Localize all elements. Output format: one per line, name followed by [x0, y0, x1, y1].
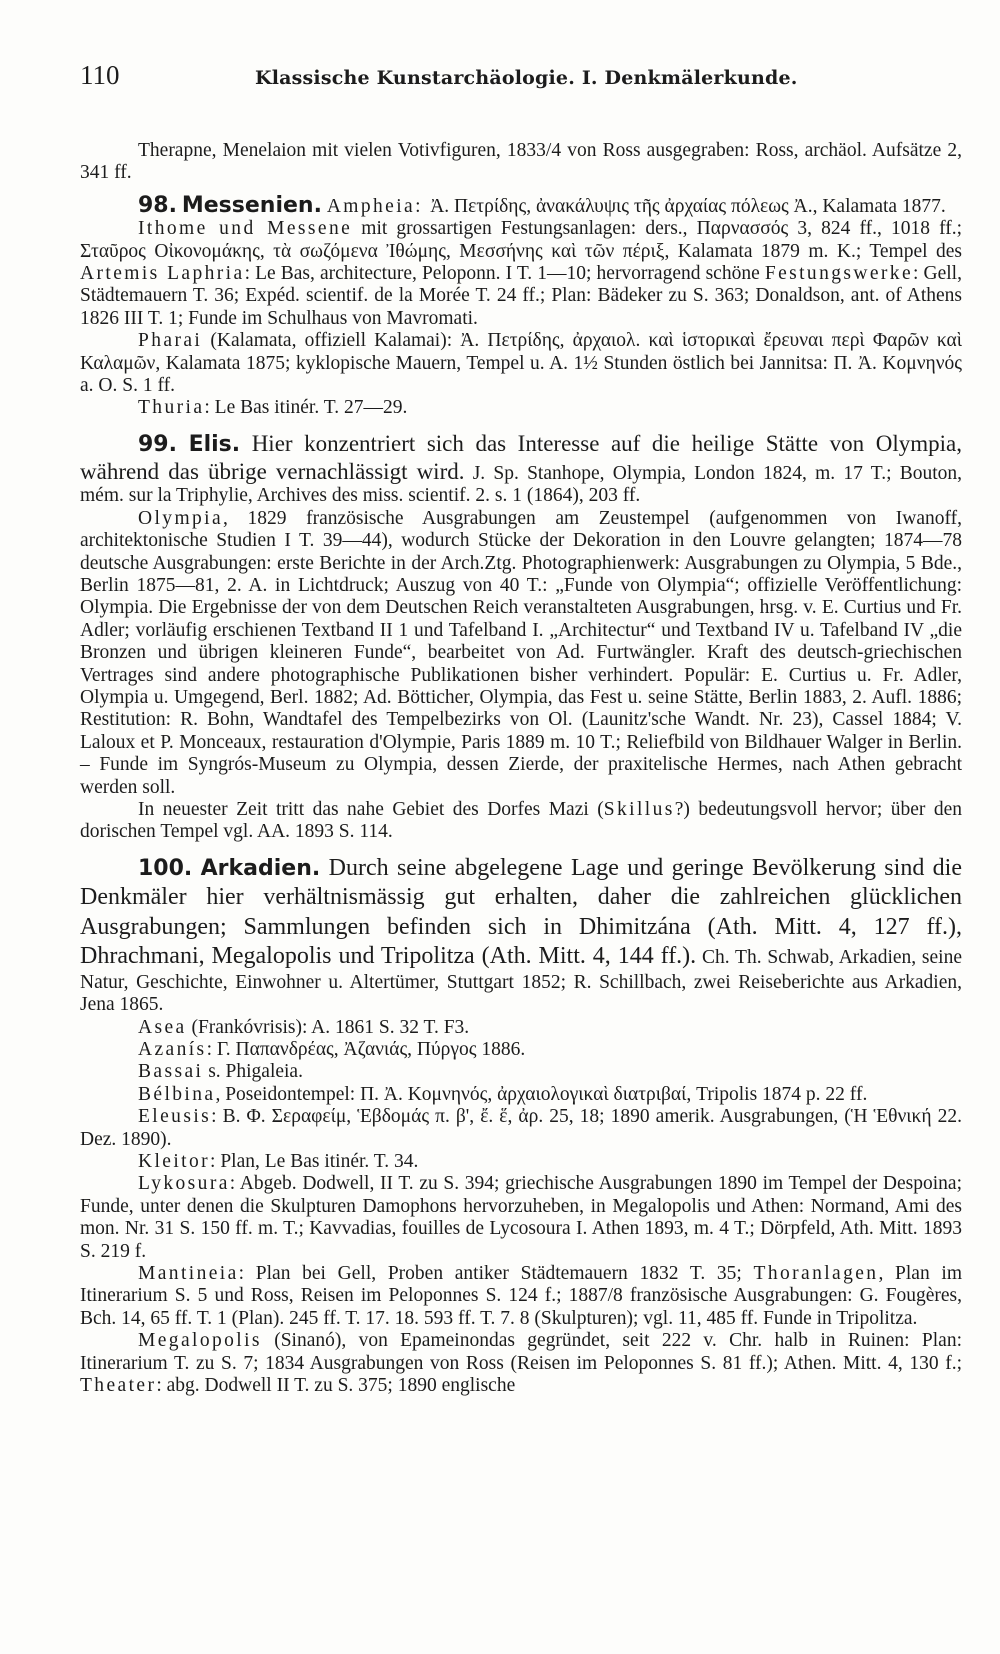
- paragraph-text: : abg. Dodwell II T. zu S. 375; 1890 englische: [156, 1375, 516, 1397]
- bibliography-text: Ch. Th. Schwab, Arkadien, seine Natur, Geschichte, Einwohner u. Altertümer, Stuttgart 1852; R. Schillbach, zwei Reiseberichte aus Arkadien, Jena 1865.: [80, 947, 962, 1016]
- paragraph-lykosura: [80, 1173, 962, 1263]
- section-98: [80, 192, 962, 218]
- paragraph-text: : Gell, Städtemauern T. 36; Expéd. scientif. de la Morée T. 24 ff.; Plan: Bädeker zu S. 363; Donaldson, ant. of Athens 1826 III T. 1; Funde im Schulhaus von Mavromati.: [80, 263, 962, 329]
- paragraph-therapne: [80, 140, 962, 185]
- paragraph-text: : Γ. Παπανδρέας, Ἀζανιάς, Πύργος 1886.: [206, 1039, 526, 1060]
- paragraph-text: Ἀ. Πετρίδης, ἀνακάλυψις τῆς ἀρχαίας πόλεως Ἀ., Kalamata 1877.: [430, 195, 946, 217]
- paragraph-text: : Le Bas, architecture, Peloponn. I T. 1—10; hervorragend schöne: [244, 263, 765, 285]
- page-number: 110: [80, 60, 120, 90]
- paragraph-text: mit grossartigen Festungsanlagen: ders., Παρνασσός 3, 824 ff., 1018 ff.; Σταῦρος Οἰκονομάκης, τὰ σωζόμενα Ἰθώμης, Μεσσήνης καὶ τῶν πέριξ, Kalamata 1879 m. K.; Tempel des: [80, 218, 962, 262]
- running-title: Klassische Kunstarchäologie. I. Denkmälerkunde.: [255, 67, 798, 89]
- place-name: Olympia: [138, 507, 224, 529]
- section-100: [80, 854, 962, 1017]
- running-head: [80, 60, 962, 116]
- place-name: Artemis Laphria: [80, 263, 245, 285]
- place-name: Ithome und Messene: [138, 218, 353, 240]
- paragraph-text: : Abgeb. Dodwell, II T. zu S. 394; griechische Ausgrabungen 1890 im Tempel der Despoina; Funde, unter denen die Skulpturen Damophons hervorzuheben, in Megalopolis und Athen: Normand, Ami des mon. Nr. 31 S. 150 ff. m. T.; Kavvadias, fouilles de Lycosoura I. Athen 1893, m. 4 T.; Dörpfeld, Ath. Mitt. 1893 S. 219 f.: [80, 1173, 962, 1262]
- paragraph-text: ?) bedeutungsvoll hervor; über den dorischen Tempel vgl. AA. 1893 S. 114.: [80, 798, 962, 843]
- place-name: Skillus: [603, 798, 675, 820]
- paragraph-olympia: [80, 508, 962, 799]
- paragraph-thuria: [80, 397, 962, 419]
- paragraph-skillus: [80, 799, 962, 844]
- paragraph-text: , Poseidontempel: Π. Ἀ. Κομνηνός, ἀρχαιολογικαὶ διατριβαί, Tripolis 1874 p. 22 ff.: [215, 1083, 868, 1105]
- place-name: Festungswerke: [764, 263, 914, 285]
- paragraph-text: : Plan bei Gell, Proben antiker Städtemauern 1832 T. 35;: [238, 1263, 754, 1285]
- place-name: Azanís: [138, 1039, 207, 1060]
- place-name: Mantineia: [138, 1263, 239, 1285]
- place-name: Thuria: [138, 397, 205, 419]
- section-title: Messenien.: [181, 192, 322, 218]
- page-body: [80, 140, 962, 1398]
- paragraph-ithome: [80, 218, 962, 330]
- paragraph-text: : Β. Φ. Σεραφείμ, Ἑβδομάς π. β', ἔ. ἕ, ἀρ. 25, 18; 1890 amerik. Ausgrabungen, (Ἡ Ἑθνική 22. Dez. 1890).: [80, 1106, 962, 1150]
- section-99: [80, 430, 962, 508]
- paragraph-text: Therapne, Menelaion mit vielen Votivfiguren, 1833/4 von Ross ausgegraben: Ross, archäol. Aufsätze 2, 341 ff.: [80, 140, 962, 184]
- paragraph-text: : Plan, Le Bas itinér. T. 34.: [210, 1151, 419, 1173]
- place-name: Ampheia:: [326, 195, 431, 217]
- place-name: Eleusis: [138, 1106, 212, 1128]
- paragraph-mantineia: [80, 1263, 962, 1330]
- paragraph-text: , Plan im Itinerarium S. 5 und Ross, Reisen im Peloponnes S. 124 f.; 1887/8 französische Ausgrabungen: G. Fougères, Bch. 14, 65 ff. T. 1 (Plan). 245 ff. T. 17. 18. 593 ff. T. 7. 8 (Skulpturen); vgl. 11, 485 ff. Funde in Tripolitza.: [80, 1263, 962, 1329]
- place-name: Lykosura: [138, 1173, 230, 1195]
- section-lead-text: Hier konzentriert sich das Interesse auf die heilige Stätte von Olympia, während das übrige vernachlässigt wird.: [80, 430, 962, 484]
- paragraph-text: : Le Bas itinér. T. 27—29.: [204, 397, 408, 419]
- place-name: Thoranlagen: [753, 1263, 879, 1285]
- place-name: Bélbina: [138, 1083, 216, 1105]
- place-name: Kleitor: [138, 1151, 211, 1173]
- paragraph-text: (Sinanó), von Epameinondas gegründet, seit 222 v. Chr. halb in Ruinen: Plan: Itinerarium T. zu S. 7; 1834 Ausgrabungen von Ross (Reisen im Peloponnes S. 81 ff.); Athen. Mitt. 4, 130 f.;: [80, 1330, 962, 1374]
- paragraph-asea: [80, 1017, 962, 1039]
- section-lead-text: Durch seine abgelegene Lage und geringe Bevölkerung sind die Denkmäler hier verhältnismässig gut erhalten, daher die zahlreichen glücklichen Ausgrabungen; Sammlungen befinden sich in Dhimitzána (Ath. Mitt. 4, 127 ff.), Dhrachmani, Megalopolis und Tripolitza (Ath. Mitt. 4, 144 ff.).: [80, 854, 963, 970]
- paragraph-text: , 1829 französische Ausgrabungen am Zeustempel (aufgenommen von Iwanoff, architektonische Studien I T. 39—44), wodurch Stücke der Dekoration in den Louvre gelangten; 1874—78 deutsche Ausgrabungen: erste Berichte in der Arch.Ztg. Photographienwerk: Ausgrabungen zu Olympia, 5 Bde., Berlin 1875—81, 2. A. in Lichtdruck; Auszug von 40 T.: „Funde von Olympia“; offizielle Veröffentlichung: Olympia. Die Ergebnisse der von dem Deutschen Reich veranstalteten Ausgrabungen, hrsg. v. E. Curtius und Fr. Adler; vorläufig erschienen Textband II 1 und Tafelband I. „Architectur“ und Textband IV u. Tafelband IV „die Bronzen und übrigen kleineren Funde“, bearbeitet von Ad. Furtwängler. Kraft des deutsch-griechischen Vertrages sind andere photographische Publikationen bisher verhindert. Populär: E. Curtius u. Fr. Adler, Olympia u. Umgegend, Berl. 1882; Ad. Bötticher, Olympia, das Fest u. seine Stätte, Berlin 1883, 2. Aufl. 1886; Restitution: R. Bohn, Wandtafel des Tempelbezirks von Ol. (Launitz'sche Wandt. Nr. 23), Cassel 1884; V. Laloux et P. Monceaux, restauration d'Olympie, Paris 1889 m. 10 T.; Reliefbild von Bildhauer Walger in Berlin. – Funde im Syngrós-Museum zu Olympia, dessen Zierde, der praxitelische Hermes, nach Athen gebracht werden soll.: [80, 507, 962, 798]
- section-number: 99.: [138, 431, 177, 457]
- bibliography-text: J. Sp. Stanhope, Olympia, London 1824, m. 17 T.; Bouton, mém. sur la Triphylie, Archives des miss. scientif. 2. s. 1 (1864), 203 ff.: [80, 462, 963, 507]
- paragraph-azanis: [80, 1039, 962, 1061]
- place-name: Megalopolis: [138, 1330, 262, 1352]
- place-name: Asea: [138, 1016, 187, 1038]
- place-name: Bassai: [138, 1061, 204, 1083]
- paragraph-belbina: [80, 1084, 962, 1106]
- paragraph-megalopolis: [80, 1330, 962, 1397]
- place-name: Pharai: [138, 330, 203, 352]
- paragraph-text: (Frankóvrisis): A. 1861 S. 32 T. F3.: [186, 1016, 470, 1038]
- paragraph-kleitor: [80, 1151, 962, 1173]
- paragraph-text: (Kalamata, offiziell Kalamai): Ἀ. Πετρίδης, ἀρχαιολ. καὶ ἱστορικαὶ ἔρευναι περὶ Φαρῶν καὶ Καλαμῶν, Kalamata 1875; kyklopische Mauern, Tempel u. A. 1½ Stunden östlich bei Jannitsa: Π. Ἀ. Κομνηνός a. O. S. 1 ff.: [80, 330, 962, 397]
- section-number: 100.: [138, 855, 193, 881]
- paragraph-text: s. Phigaleia.: [203, 1061, 303, 1083]
- section-title: Elis.: [188, 431, 241, 457]
- paragraph-eleusis: [80, 1106, 962, 1151]
- place-name: Theater: [80, 1375, 157, 1397]
- section-number: 98.: [138, 192, 177, 218]
- paragraph-bassai: [80, 1061, 962, 1083]
- paragraph-text: In neuester Zeit tritt das nahe Gebiet des Dorfes Mazi (: [138, 798, 604, 820]
- section-title: Arkadien.: [200, 855, 321, 881]
- paragraph-pharai: [80, 330, 962, 397]
